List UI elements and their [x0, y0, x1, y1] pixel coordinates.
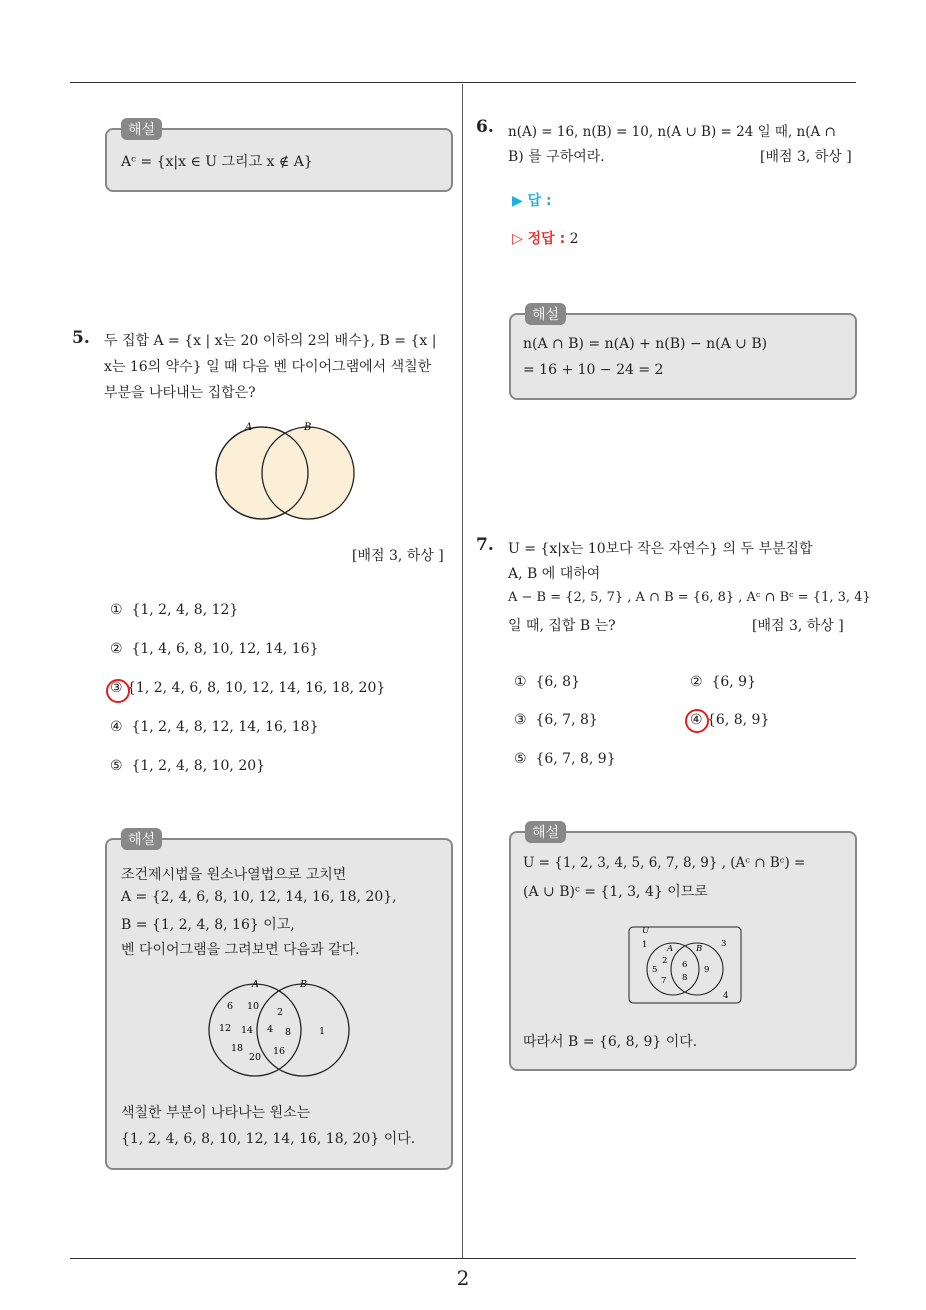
- choice-text: {1, 2, 4, 8, 12, 14, 16, 18}: [131, 719, 319, 735]
- correct-answer-label: ▷ 정답 :: [512, 231, 566, 247]
- solution-text: n(A ∩ B) = n(A) + n(B) − n(A ∪ B): [523, 336, 768, 352]
- venn-label-a: A: [252, 979, 259, 990]
- venn-diagram-shaded: [200, 420, 360, 524]
- correct-answer-value: 2: [569, 231, 579, 247]
- choice-4[interactable]: [110, 719, 318, 735]
- solution-text: = 16 + 10 − 24 = 2: [523, 362, 664, 378]
- solution-tag: 해설: [525, 821, 566, 843]
- venn-element: 8: [285, 1027, 292, 1038]
- solution-box-prev: [105, 122, 453, 192]
- points-label: [배점 3, 하상 ]: [752, 618, 844, 634]
- solution-tag: 해설: [525, 303, 566, 325]
- venn-element: 6: [227, 1001, 234, 1012]
- venn-element: 4: [723, 991, 729, 1001]
- choice-number: ④: [690, 712, 703, 728]
- venn-element: 5: [652, 965, 658, 975]
- question-number: 5.: [72, 328, 90, 348]
- solution-tag: 해설: [121, 828, 162, 850]
- points-label: [배점 3, 하상 ]: [352, 548, 444, 564]
- question-text-line: 두 집합 A = {x | x는 20 이하의 2의 배수}, B = {x |: [104, 333, 437, 349]
- question-text-line: A − B = {2, 5, 7} , A ∩ B = {6, 8} , Aᶜ ∩ Bᶜ = {1, 3, 4}: [508, 590, 871, 605]
- question-text-line: 부분을 나타내는 집합은?: [104, 385, 256, 401]
- venn-element: 12: [219, 1023, 232, 1034]
- venn-element: 2: [277, 1007, 284, 1018]
- solution-text: 따라서 B = {6, 8, 9} 이다.: [523, 1034, 698, 1050]
- choice-text: {6, 9}: [711, 674, 756, 690]
- choice-number: ①: [514, 674, 527, 690]
- venn-diagram-elements: [205, 978, 355, 1078]
- venn-element: 1: [642, 940, 648, 950]
- venn-element: 7: [661, 976, 667, 986]
- question-number: 7.: [476, 535, 494, 555]
- choice-1[interactable]: [110, 602, 238, 618]
- solution-text: 벤 다이어그램을 그려보면 다음과 같다.: [121, 942, 360, 958]
- bottom-rule: [70, 1258, 856, 1259]
- choice-number: ⑤: [110, 758, 123, 774]
- choice-number: ③: [514, 712, 527, 728]
- venn-element: 16: [273, 1046, 286, 1057]
- selected-answer-circle: [106, 679, 130, 703]
- venn-label-a: A: [667, 944, 674, 954]
- venn-label-u: U: [642, 926, 650, 936]
- question-text-line: U = {x|x는 10보다 작은 자연수} 의 두 부분집합: [508, 541, 813, 557]
- choice-2[interactable]: [690, 674, 756, 690]
- venn-element: 3: [721, 939, 727, 949]
- choice-text: {1, 2, 4, 8, 12}: [131, 602, 239, 618]
- column-divider: [462, 84, 463, 1259]
- choice-text: {1, 2, 4, 6, 8, 10, 12, 14, 16, 18, 20}: [127, 680, 386, 696]
- question-text-line: 일 때, 집합 B 는?: [508, 618, 616, 634]
- choice-number: ⑤: [514, 751, 527, 767]
- solution-text: 색칠한 부분이 나타나는 원소는: [121, 1105, 311, 1121]
- venn-element: 9: [704, 965, 710, 975]
- solution-tag: 해설: [121, 118, 162, 140]
- choice-text: {6, 8, 9}: [707, 712, 770, 728]
- question-text-line: B) 를 구하여라.: [508, 149, 605, 165]
- top-rule: [70, 82, 856, 83]
- choice-number: ②: [110, 641, 123, 657]
- choice-text: {6, 8}: [535, 674, 580, 690]
- venn-element: 2: [662, 956, 668, 966]
- solution-text: (A ∪ B)ᶜ = {1, 3, 4} 이므로: [523, 884, 708, 900]
- solution-box-q6: [509, 307, 857, 400]
- selected-answer-circle: [685, 709, 709, 733]
- venn-element: 10: [247, 1001, 260, 1012]
- choice-number: ④: [110, 719, 123, 735]
- choice-text: {6, 7, 8}: [535, 712, 598, 728]
- solution-box-q5: [105, 832, 453, 1170]
- venn-element: 14: [241, 1025, 254, 1036]
- venn-label-b: B: [300, 979, 307, 990]
- solution-text: B = {1, 2, 4, 8, 16} 이고,: [121, 917, 295, 933]
- choice-text: {1, 4, 6, 8, 10, 12, 14, 16}: [131, 641, 319, 657]
- solution-text: A = {2, 4, 6, 8, 10, 12, 14, 16, 18, 20},: [121, 889, 397, 905]
- choice-3[interactable]: [110, 680, 385, 696]
- correct-answer: [512, 228, 579, 248]
- venn-label-b: B: [696, 944, 703, 954]
- solution-text: 조건제시법을 원소나열법으로 고치면: [121, 867, 347, 883]
- solution-box-q7: [509, 825, 857, 1071]
- choice-5[interactable]: [514, 751, 616, 767]
- choice-number: ①: [110, 602, 123, 618]
- choice-text: {1, 2, 4, 8, 10, 20}: [131, 758, 266, 774]
- choice-3[interactable]: [514, 712, 598, 728]
- venn-element: 4: [267, 1024, 274, 1035]
- venn-element: 6: [682, 960, 688, 970]
- question-number: 6.: [476, 117, 494, 137]
- venn-element: 20: [249, 1052, 262, 1063]
- solution-text: U = {1, 2, 3, 4, 5, 6, 7, 8, 9} , (Aᶜ ∩ Bᶜ) =: [523, 855, 806, 871]
- choice-number: ②: [690, 674, 703, 690]
- page-number: 2: [456, 1266, 470, 1290]
- venn-element: 8: [682, 973, 688, 983]
- venn-label-a: A: [245, 422, 253, 433]
- venn-element: 18: [231, 1043, 244, 1054]
- solution-text: Aᶜ = {x|x ∈ U 그리고 x ∉ A}: [121, 154, 313, 170]
- venn-element: 1: [319, 1026, 326, 1037]
- answer-input-label[interactable]: ▶ 답 :: [512, 193, 552, 209]
- solution-text: {1, 2, 4, 6, 8, 10, 12, 14, 16, 18, 20} 이다.: [121, 1131, 416, 1147]
- choice-2[interactable]: [110, 641, 318, 657]
- question-text-line: n(A) = 16, n(B) = 10, n(A ∪ B) = 24 일 때, n(A ∩: [508, 124, 836, 140]
- venn-diagram-universal: [627, 921, 743, 1005]
- points-label: [배점 3, 하상 ]: [760, 149, 852, 165]
- choice-1[interactable]: [514, 674, 580, 690]
- choice-5[interactable]: [110, 758, 265, 774]
- venn-label-b: B: [304, 422, 312, 433]
- choice-number: ③: [110, 680, 123, 696]
- question-text-line: A, B 에 대하여: [508, 566, 601, 582]
- question-text-line: x는 16의 약수} 일 때 다음 벤 다이어그램에서 색칠한: [104, 359, 432, 375]
- choice-text: {6, 7, 8, 9}: [535, 751, 616, 767]
